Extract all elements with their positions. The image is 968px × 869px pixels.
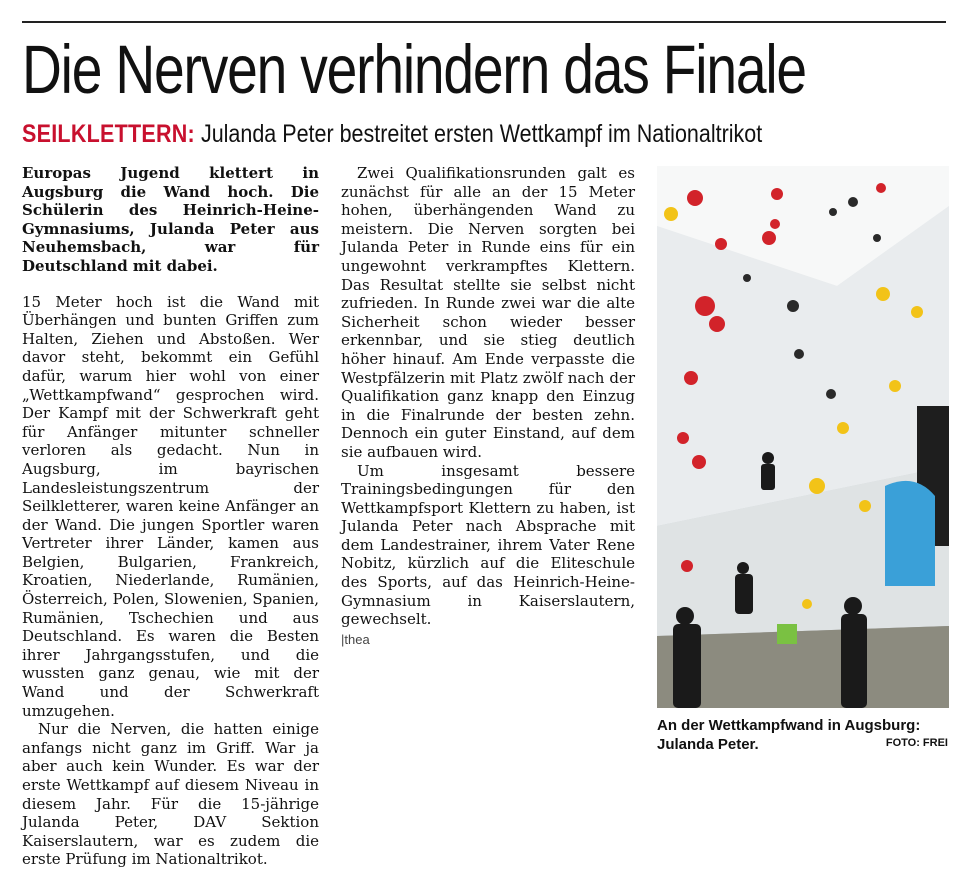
lead-paragraph: Europas Jugend klettert in Augsburg die Wand hoch. Die Schülerin des Heinrich-Heine-Gymnasiums, Julanda Peter aus Neuhemsbach, war für Deutschland mit dabei. xyxy=(22,164,319,275)
photo-caption: An der Wettkampfwand in Augsburg: Julanda Peter. xyxy=(657,717,921,753)
column-1 xyxy=(22,164,319,869)
subheadline-row xyxy=(22,118,762,150)
kicker: SEILKLETTERN: xyxy=(22,120,195,148)
body-paragraph-2: Nur die Nerven, die hatten einige anfangs nicht ganz im Griff. War ja aber auch kein Wunder. Es war der erste Wettkampf auf diesem Niveau in diesem Jahr. Für die 15-jährige Julanda Peter, DAV Sektion Kaiserslautern, war es zudem die erste Prüfung im Nationaltrikot. xyxy=(22,720,319,869)
author-signature: |thea xyxy=(341,631,370,647)
headline: Die Nerven verhindern das Finale xyxy=(22,31,806,108)
top-rule xyxy=(22,21,946,23)
photo-credit: FOTO: FREI xyxy=(885,737,948,749)
body-paragraph-4: Um insgesamt bessere Trainingsbedingungen für den Wettkampfsport Klettern zu haben, ist Julanda Peter nach Absprache mit dem Landestrainer, ihrem Vater Rene Nobitz, kürzlich auf die Eliteschule des Sports, auf das Heinrich-Heine-Gymnasium in Kaiserslautern, gewechselt. xyxy=(341,461,635,629)
body-paragraph-3: Zwei Qualifikationsrunden galt es zunächst für alle an der 15 Meter hohen, überhängenden Wand zu meistern. Die Nerven sorgten bei Julanda Peter in Runde eins für ein ungewohnt verkrampftes Klettern. Das Resultat stellte sie selbst nicht zufrieden. In Runde zwei war die alte Sicherheit schon wieder besser erkennbar, und sie stieg deutlich höher hinauf. Am Ende verpasste die Westpfälzerin mit Platz zwölf nach der Qualifikation ganz knapp den Einzug in die Finalrunde der besten zehn. Dennoch ein guter Einstand, auf dem sie aufbauen wird. xyxy=(341,164,635,461)
subheadline: Julanda Peter bestreitet ersten Wettkampf im Nationaltrikot xyxy=(200,120,763,148)
climbing-wall-illustration xyxy=(657,166,949,708)
climbing-wall-photo xyxy=(657,166,949,708)
body-paragraph-1: 15 Meter hoch ist die Wand mit Überhängen und bunten Griffen zum Halten, Ziehen und Abstoßen. Wer davor steht, bekommt ein Gefühl dafür, warum hier wohl von einer „Wettkampfwand“ gesprochen wird. Der Kampf mit der Schwerkraft geht für Anfänger mitunter schneller verloren als gedacht. Nun in Augsburg, im bayrischen Landesleistungszentrum der Seilkletterer, waren keine Anfänger an der Wand. Die jungen Sportler waren Vertreter ihrer Länder, kamen aus Belgien, Bulgarien, Frankreich, Kroatien, Niederlande, Rumänien, Österreich, Polen, Slowenien, Spanien, Rumänien, Tschechien und aus Deutschland. Es waren die Besten ihrer Jahrgangsstufen, und die wussten ganz genau, wie mit der Wand und der Schwerkraft umzugehen. xyxy=(22,292,319,720)
column-2 xyxy=(341,164,635,649)
